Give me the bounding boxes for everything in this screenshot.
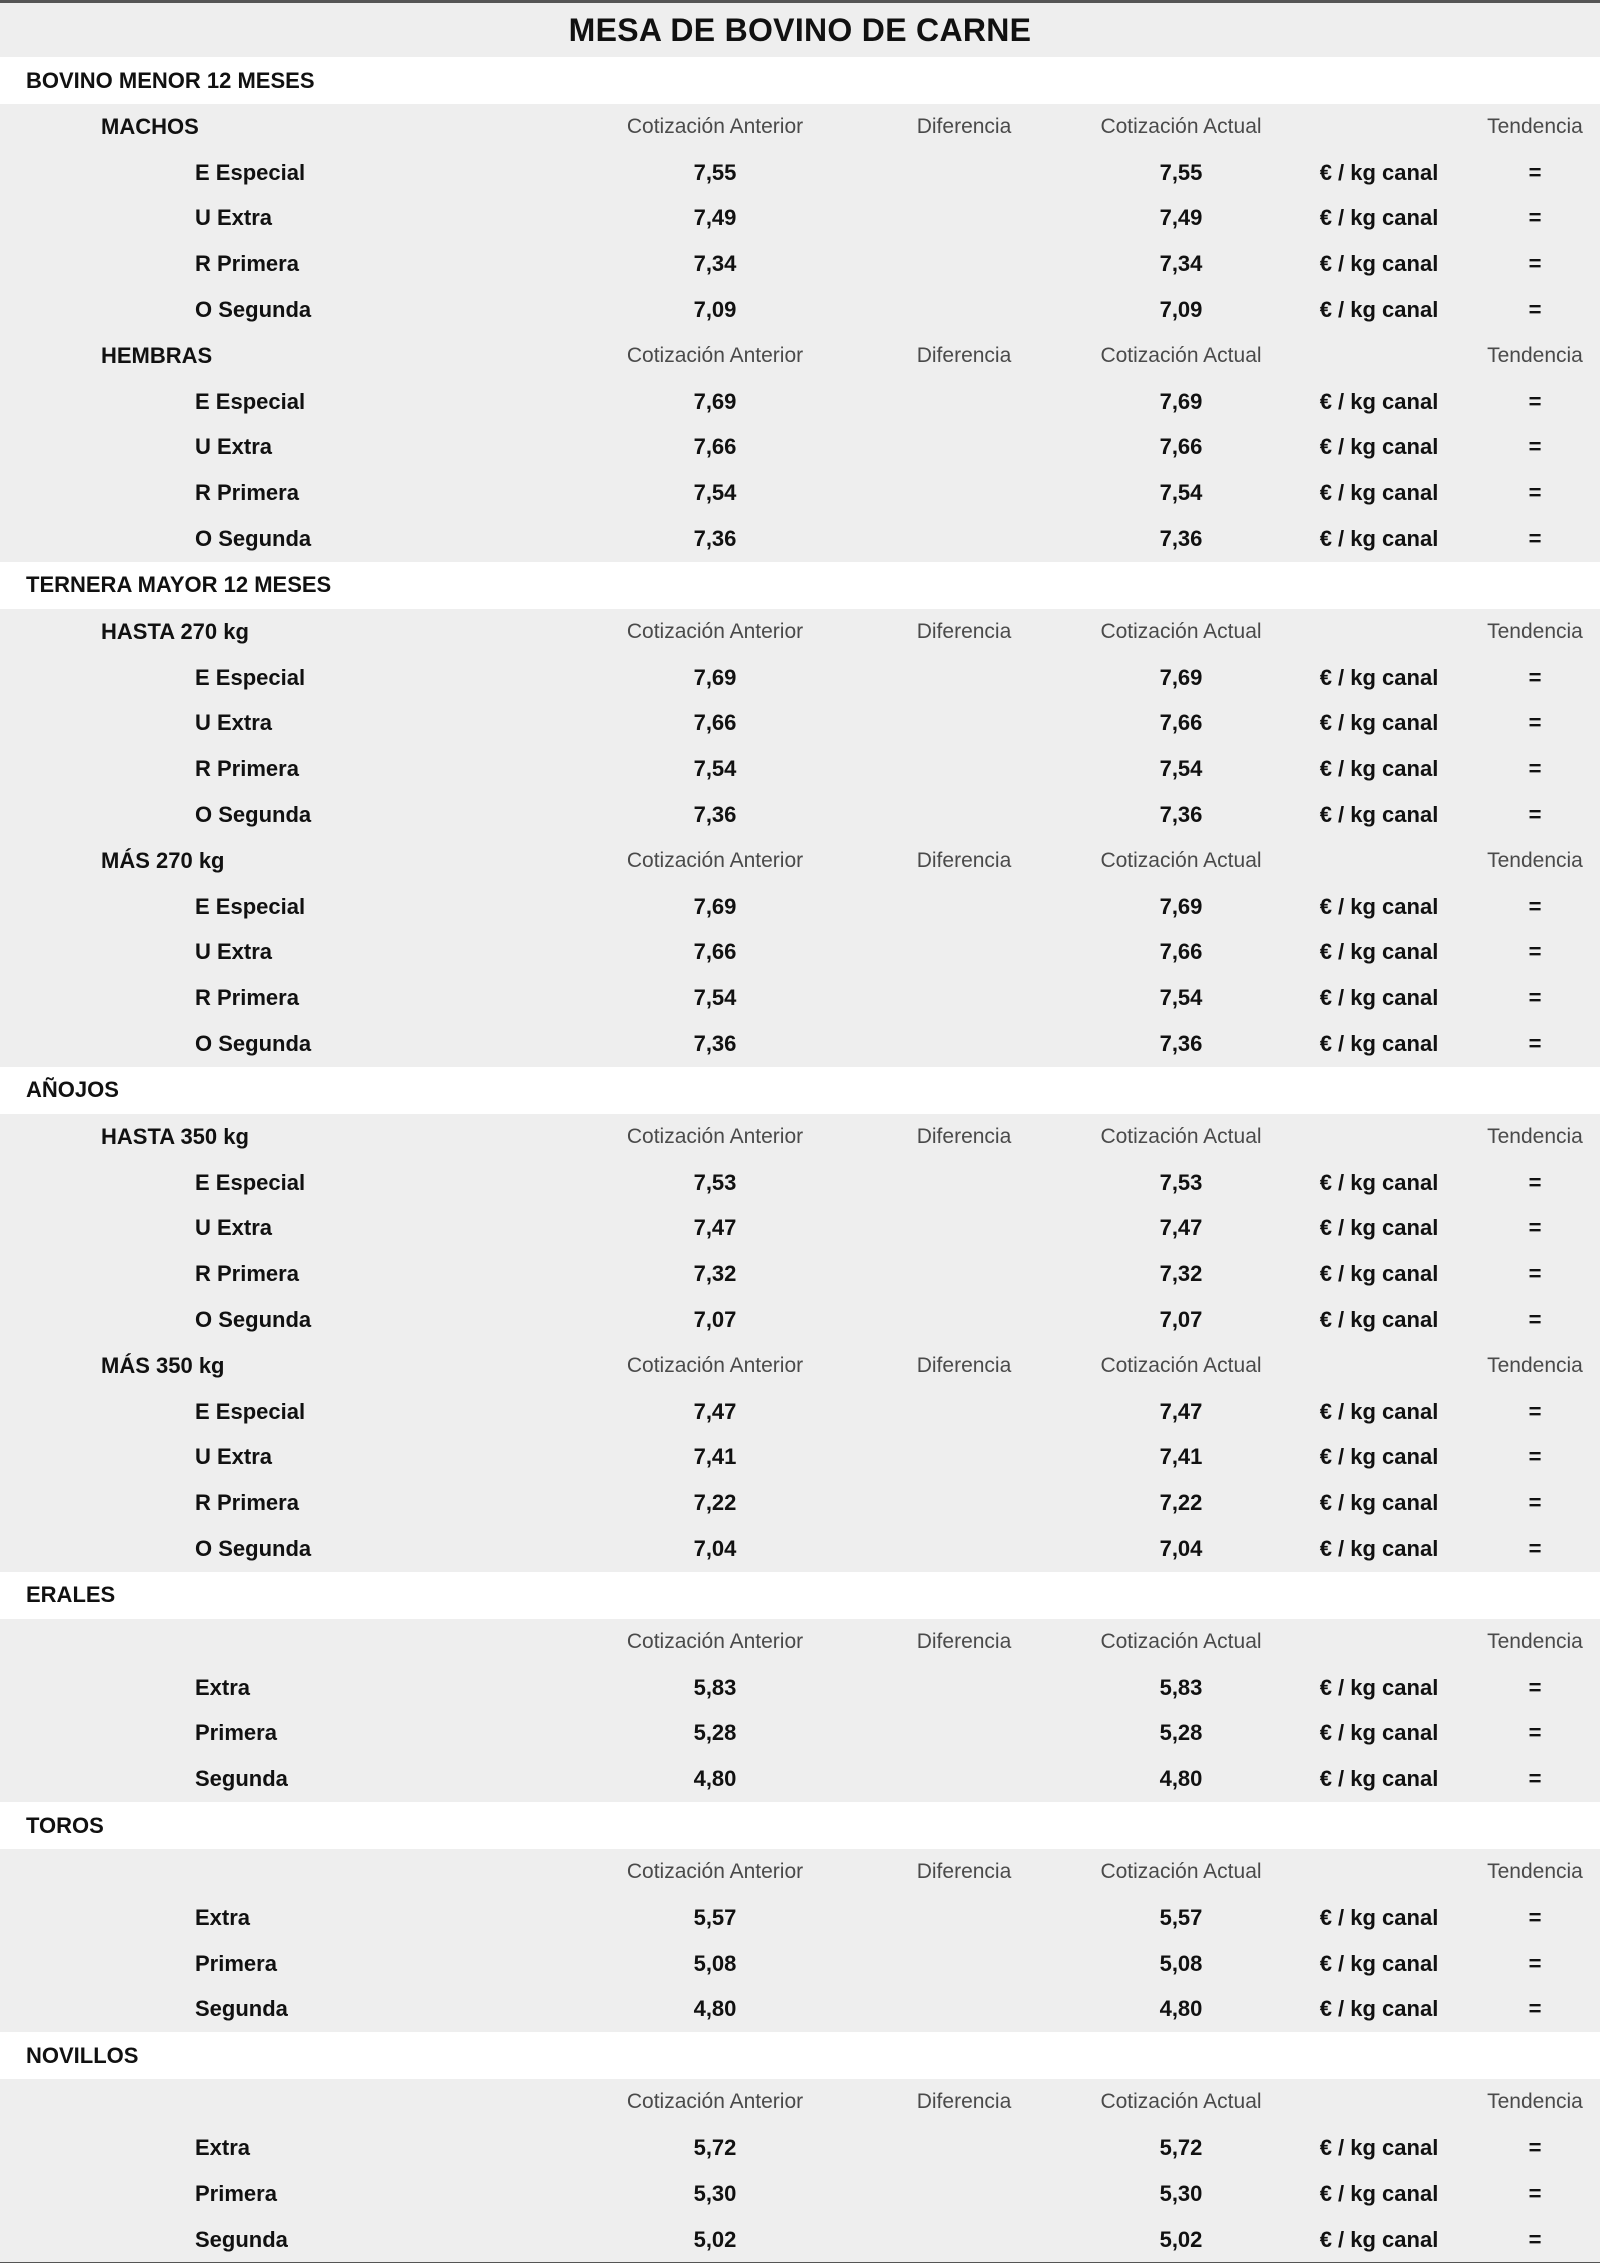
previous-price: 7,22 [693,1490,737,1516]
current-price: 5,72 [1159,2134,1203,2160]
unit-label: € / kg canal [1319,985,1439,1011]
unit-label: € / kg canal [1319,388,1439,414]
unit-label: € / kg canal [1319,2180,1439,2206]
table-row [0,1665,1600,1711]
header-diferencia: Diferencia [916,1353,1012,1377]
previous-price: 5,57 [693,1904,737,1930]
unit-label: € / kg canal [1319,1674,1439,1700]
unit-label: € / kg canal [1319,939,1439,965]
section-block [0,1114,1600,1572]
trend-indicator: = [1528,526,1542,552]
table-row [0,1297,1600,1343]
current-price: 5,28 [1159,1720,1203,1746]
current-price: 7,09 [1159,297,1203,323]
unit-label: € / kg canal [1319,1996,1439,2022]
trend-indicator: = [1528,1031,1542,1057]
grade-label: R Primera [195,985,299,1011]
trend-indicator: = [1528,1169,1542,1195]
header-cotizacion-actual: Cotización Actual [1100,1353,1262,1377]
unit-label: € / kg canal [1319,1536,1439,1561]
grade-label: O Segunda [195,802,312,828]
trend-indicator: = [1528,1398,1542,1424]
previous-price: 7,36 [693,1031,737,1057]
current-price: 7,54 [1159,985,1203,1011]
grade-label: Primera [195,2180,277,2206]
grade-label: U Extra [195,434,273,460]
trend-indicator: = [1528,159,1542,185]
header-tendencia: Tendencia [1487,619,1583,643]
previous-price: 7,66 [693,710,737,736]
section-title: TERNERA MAYOR 12 MESES [0,562,1600,609]
previous-price: 7,36 [693,526,737,552]
trend-indicator: = [1528,2180,1542,2206]
current-price: 5,02 [1159,2226,1203,2252]
trend-indicator: = [1528,480,1542,506]
current-price: 5,30 [1159,2180,1203,2206]
trend-indicator: = [1528,2226,1542,2252]
grade-label: O Segunda [195,1536,312,1561]
table-row [0,1480,1600,1526]
previous-price: 7,54 [693,480,737,506]
previous-price: 7,09 [693,297,737,323]
previous-price: 7,47 [693,1398,737,1424]
table-row [0,2125,1600,2171]
grade-label: O Segunda [195,1307,312,1333]
header-cotizacion-anterior: Cotización Anterior [626,619,804,643]
previous-price: 5,83 [693,1674,737,1700]
table-row [0,150,1600,196]
trend-indicator: = [1528,434,1542,460]
current-price: 7,69 [1159,664,1203,690]
table-row [0,1021,1600,1067]
header-tendencia: Tendencia [1487,848,1583,872]
current-price: 7,66 [1159,710,1203,736]
trend-indicator: = [1528,1490,1542,1516]
previous-price: 5,08 [693,1950,737,1976]
group-name: HASTA 270 kg [101,618,249,644]
grade-label: O Segunda [195,1031,312,1057]
grade-label: U Extra [195,939,273,965]
trend-indicator: = [1528,893,1542,919]
group-header-row [0,1849,1600,1895]
table-row [0,975,1600,1021]
table-row [0,1389,1600,1435]
trend-indicator: = [1528,802,1542,828]
unit-label: € / kg canal [1319,893,1439,919]
current-price: 7,54 [1159,756,1203,782]
group-header-row [0,1343,1600,1389]
trend-indicator: = [1528,756,1542,782]
table-row [0,1711,1600,1757]
header-cotizacion-actual: Cotización Actual [1100,848,1262,872]
trend-indicator: = [1528,388,1542,414]
grade-label: R Primera [195,1490,299,1516]
unit-label: € / kg canal [1319,1215,1439,1241]
header-diferencia: Diferencia [916,2090,1012,2114]
unit-label: € / kg canal [1319,1031,1439,1057]
header-tendencia: Tendencia [1487,1124,1583,1148]
current-price: 7,53 [1159,1169,1203,1195]
current-price: 7,54 [1159,480,1203,506]
unit-label: € / kg canal [1319,1720,1439,1746]
table-row [0,930,1600,976]
current-price: 5,08 [1159,1950,1203,1976]
header-diferencia: Diferencia [916,848,1012,872]
unit-label: € / kg canal [1319,1490,1439,1516]
previous-price: 7,47 [693,1215,737,1241]
sections-container [0,57,1600,2262]
table-row [0,701,1600,747]
previous-price: 5,28 [693,1720,737,1746]
previous-price: 7,41 [693,1444,737,1470]
table-row [0,241,1600,287]
current-price: 7,34 [1159,251,1203,277]
group-name: MACHOS [101,113,199,139]
group-header-row [0,838,1600,884]
previous-price: 7,36 [693,802,737,828]
header-cotizacion-anterior: Cotización Anterior [626,2090,804,2114]
header-diferencia: Diferencia [916,619,1012,643]
trend-indicator: = [1528,710,1542,736]
header-cotizacion-anterior: Cotización Anterior [626,1859,804,1883]
section-title: NOVILLOS [0,2032,1600,2079]
grade-label: E Especial [195,893,306,919]
header-diferencia: Diferencia [916,1859,1012,1883]
table-row [0,196,1600,242]
trend-indicator: = [1528,1996,1542,2022]
table-row [0,1160,1600,1206]
previous-price: 7,32 [693,1261,737,1287]
unit-label: € / kg canal [1319,2134,1439,2160]
grade-label: U Extra [195,1444,273,1470]
header-tendencia: Tendencia [1487,1629,1583,1653]
current-price: 7,47 [1159,1398,1203,1424]
trend-indicator: = [1528,251,1542,277]
current-price: 7,66 [1159,939,1203,965]
grade-label: U Extra [195,710,273,736]
previous-price: 7,66 [693,939,737,965]
table-row [0,516,1600,562]
previous-price: 7,55 [693,159,737,185]
table-row [0,379,1600,425]
group-name: HASTA 350 kg [101,1123,249,1149]
grade-label: Segunda [195,1766,288,1792]
table-row [0,287,1600,333]
current-price: 7,32 [1159,1261,1203,1287]
trend-indicator: = [1528,985,1542,1011]
unit-label: € / kg canal [1319,1766,1439,1792]
unit-label: € / kg canal [1319,526,1439,552]
unit-label: € / kg canal [1319,1950,1439,1976]
section-block [0,1849,1600,2032]
current-price: 7,69 [1159,388,1203,414]
unit-label: € / kg canal [1319,802,1439,828]
table-row [0,1895,1600,1941]
header-diferencia: Diferencia [916,343,1012,367]
unit-label: € / kg canal [1319,297,1439,323]
header-cotizacion-actual: Cotización Actual [1100,1124,1262,1148]
header-cotizacion-actual: Cotización Actual [1100,2090,1262,2114]
header-cotizacion-anterior: Cotización Anterior [626,114,804,138]
group-header-row [0,1619,1600,1665]
table-row [0,1435,1600,1481]
unit-label: € / kg canal [1319,2226,1439,2252]
unit-label: € / kg canal [1319,664,1439,690]
group-header-row [0,2079,1600,2125]
group-name: MÁS 270 kg [101,847,225,873]
table-row [0,2171,1600,2217]
current-price: 7,41 [1159,1444,1203,1470]
group-header-row [0,333,1600,379]
grade-label: E Especial [195,1169,306,1195]
header-cotizacion-anterior: Cotización Anterior [626,1629,804,1653]
header-tendencia: Tendencia [1487,1353,1583,1377]
current-price: 7,49 [1159,205,1203,231]
header-cotizacion-actual: Cotización Actual [1100,1629,1262,1653]
trend-indicator: = [1528,205,1542,231]
grade-label: O Segunda [195,526,312,552]
trend-indicator: = [1528,1444,1542,1470]
trend-indicator: = [1528,1261,1542,1287]
unit-label: € / kg canal [1319,1169,1439,1195]
header-cotizacion-anterior: Cotización Anterior [626,848,804,872]
previous-price: 7,07 [693,1307,737,1333]
page-title: MESA DE BOVINO DE CARNE [0,3,1600,57]
unit-label: € / kg canal [1319,1398,1439,1424]
header-cotizacion-actual: Cotización Actual [1100,114,1262,138]
header-cotizacion-anterior: Cotización Anterior [626,1353,804,1377]
current-price: 7,04 [1159,1536,1203,1561]
header-diferencia: Diferencia [916,1124,1012,1148]
group-header-row [0,104,1600,150]
header-tendencia: Tendencia [1487,114,1583,138]
grade-label: Extra [195,2134,251,2160]
section-block [0,104,1600,562]
previous-price: 7,54 [693,756,737,782]
grade-label: R Primera [195,480,299,506]
previous-price: 7,69 [693,388,737,414]
grade-label: E Especial [195,159,306,185]
table-row [0,746,1600,792]
table-row [0,1986,1600,2032]
section-block [0,2079,1600,2262]
table-row [0,2217,1600,2263]
grade-label: Extra [195,1904,251,1930]
current-price: 7,55 [1159,159,1203,185]
trend-indicator: = [1528,664,1542,690]
current-price: 4,80 [1159,1766,1203,1792]
table-row [0,655,1600,701]
grade-label: Primera [195,1950,277,1976]
previous-price: 7,34 [693,251,737,277]
table-row [0,470,1600,516]
unit-label: € / kg canal [1319,1444,1439,1470]
section-title: BOVINO MENOR 12 MESES [0,57,1600,104]
grade-label: O Segunda [195,297,312,323]
trend-indicator: = [1528,939,1542,965]
trend-indicator: = [1528,297,1542,323]
section-block [0,609,1600,1067]
header-cotizacion-actual: Cotización Actual [1100,619,1262,643]
previous-price: 7,53 [693,1169,737,1195]
table-row [0,1206,1600,1252]
section-block [0,1619,1600,1802]
current-price: 4,80 [1159,1996,1203,2022]
trend-indicator: = [1528,1950,1542,1976]
group-header-row [0,1114,1600,1160]
trend-indicator: = [1528,1215,1542,1241]
header-tendencia: Tendencia [1487,2090,1583,2114]
group-name: HEMBRAS [101,342,213,368]
grade-label: U Extra [195,1215,273,1241]
unit-label: € / kg canal [1319,480,1439,506]
section-title: ERALES [0,1572,1600,1619]
previous-price: 7,69 [693,664,737,690]
grade-label: R Primera [195,251,299,277]
current-price: 7,07 [1159,1307,1203,1333]
table-row [0,1526,1600,1572]
header-cotizacion-actual: Cotización Actual [1100,343,1262,367]
unit-label: € / kg canal [1319,1904,1439,1930]
previous-price: 7,66 [693,434,737,460]
previous-price: 7,49 [693,205,737,231]
previous-price: 5,02 [693,2226,737,2252]
group-name: MÁS 350 kg [101,1352,225,1378]
group-header-row [0,609,1600,655]
previous-price: 7,54 [693,985,737,1011]
grade-label: E Especial [195,1398,306,1424]
grade-label: Primera [195,1720,277,1746]
header-cotizacion-anterior: Cotización Anterior [626,343,804,367]
grade-label: E Especial [195,388,306,414]
grade-label: Segunda [195,1996,288,2022]
grade-label: R Primera [195,1261,299,1287]
current-price: 7,36 [1159,526,1203,552]
trend-indicator: = [1528,1904,1542,1930]
trend-indicator: = [1528,1766,1542,1792]
table-row [0,425,1600,471]
header-diferencia: Diferencia [916,1629,1012,1653]
current-price: 7,36 [1159,1031,1203,1057]
section-title: AÑOJOS [0,1067,1600,1114]
unit-label: € / kg canal [1319,1307,1439,1333]
unit-label: € / kg canal [1319,251,1439,277]
unit-label: € / kg canal [1319,710,1439,736]
previous-price: 7,04 [693,1536,737,1561]
unit-label: € / kg canal [1319,159,1439,185]
trend-indicator: = [1528,1536,1542,1561]
previous-price: 7,69 [693,893,737,919]
unit-label: € / kg canal [1319,756,1439,782]
header-cotizacion-anterior: Cotización Anterior [626,1124,804,1148]
previous-price: 5,72 [693,2134,737,2160]
current-price: 7,69 [1159,893,1203,919]
current-price: 7,22 [1159,1490,1203,1516]
header-cotizacion-actual: Cotización Actual [1100,1859,1262,1883]
unit-label: € / kg canal [1319,434,1439,460]
current-price: 5,83 [1159,1674,1203,1700]
current-price: 5,57 [1159,1904,1203,1930]
grade-label: Segunda [195,2226,288,2252]
table-row [0,1251,1600,1297]
grade-label: R Primera [195,756,299,782]
section-title: TOROS [0,1802,1600,1849]
header-tendencia: Tendencia [1487,1859,1583,1883]
trend-indicator: = [1528,2134,1542,2160]
previous-price: 4,80 [693,1766,737,1792]
grade-label: U Extra [195,205,273,231]
header-tendencia: Tendencia [1487,343,1583,367]
current-price: 7,36 [1159,802,1203,828]
trend-indicator: = [1528,1720,1542,1746]
current-price: 7,47 [1159,1215,1203,1241]
trend-indicator: = [1528,1674,1542,1700]
trend-indicator: = [1528,1307,1542,1333]
table-row [0,884,1600,930]
table-row [0,1941,1600,1987]
table-row [0,1756,1600,1802]
current-price: 7,66 [1159,434,1203,460]
previous-price: 4,80 [693,1996,737,2022]
grade-label: Extra [195,1674,251,1700]
unit-label: € / kg canal [1319,1261,1439,1287]
grade-label: E Especial [195,664,306,690]
header-diferencia: Diferencia [916,114,1012,138]
unit-label: € / kg canal [1319,205,1439,231]
previous-price: 5,30 [693,2180,737,2206]
table-row [0,792,1600,838]
